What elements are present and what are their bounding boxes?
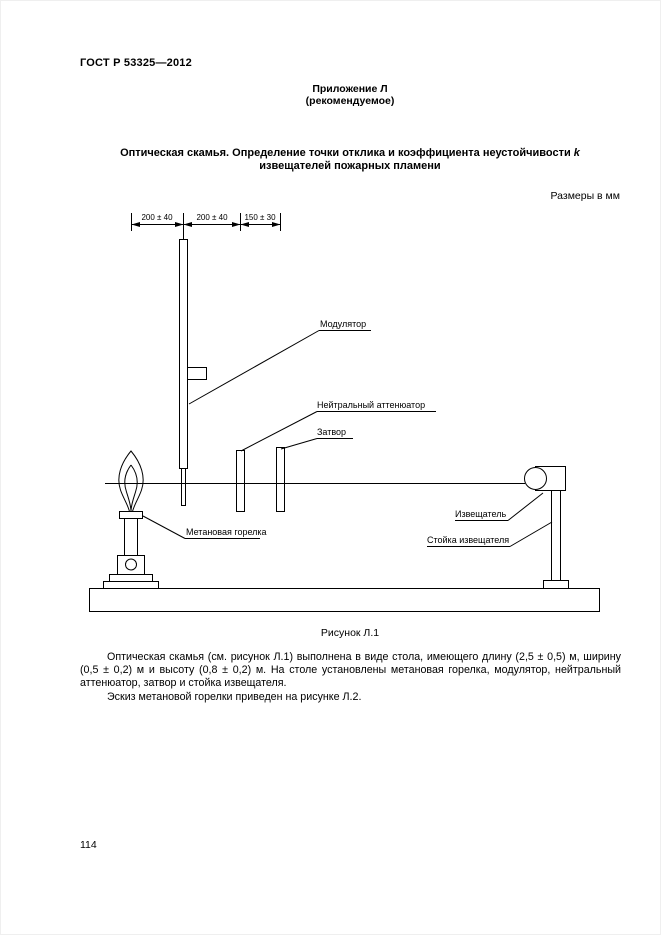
paragraph-2: Эскиз метановой горелки приведен на рисунке Л.2. [107,690,362,703]
section-title-k: k [573,147,580,159]
burner-flame [119,451,143,512]
methane-burner [104,512,159,589]
appendix-note: (рекомендуемое) [305,95,395,107]
section-title-line2: извещателей пожарных пламени [259,160,441,172]
appendix-title: Приложение Л [312,83,388,95]
label-stand: Стойка извещателя [427,535,510,545]
figure-caption: Рисунок Л.1 [320,627,380,639]
dimension-label-1: 200 ± 40 [141,213,173,222]
label-modulator: Модулятор [320,319,367,329]
dimension-label-3: 150 ± 30 [244,213,276,222]
paragraph-1: Оптическая скамья (см. рисунок Л.1) выполнена в виде стола, имеющего длину (2,5 ± 0,5) м, ширину (0,5 ± 0,2) м и высоту (0,8 ± 0,2) м. На столе установлены метановая горелка, модулятор, нейтральный аттенюатор, затвор и стойка извещателя. [80,651,621,690]
bench-table [90,589,600,612]
dimension-label-2: 200 ± 40 [196,213,228,222]
optical-bench-figure [80,205,620,620]
attenuator-shape [237,451,245,512]
modulator-shape [180,240,207,506]
section-title-text: Оптическая скамья. Определение точки отклика и коэффициента неустойчивости [120,147,571,159]
document-header: ГОСТ Р 53325—2012 [80,57,192,69]
label-detector: Извещатель [455,509,507,519]
shutter-shape [277,448,285,512]
page-number: 114 [80,839,97,851]
label-burner: Метановая горелка [186,527,267,537]
body-text [80,651,621,704]
detector-shape [525,467,569,589]
appendix-heading [80,83,620,107]
units-note: Размеры в мм [550,190,620,202]
label-shutter: Затвор [317,427,347,437]
section-title-line1 [80,147,620,160]
label-attenuator: Нейтральный аттенюатор [317,400,426,410]
section-title [80,147,620,173]
